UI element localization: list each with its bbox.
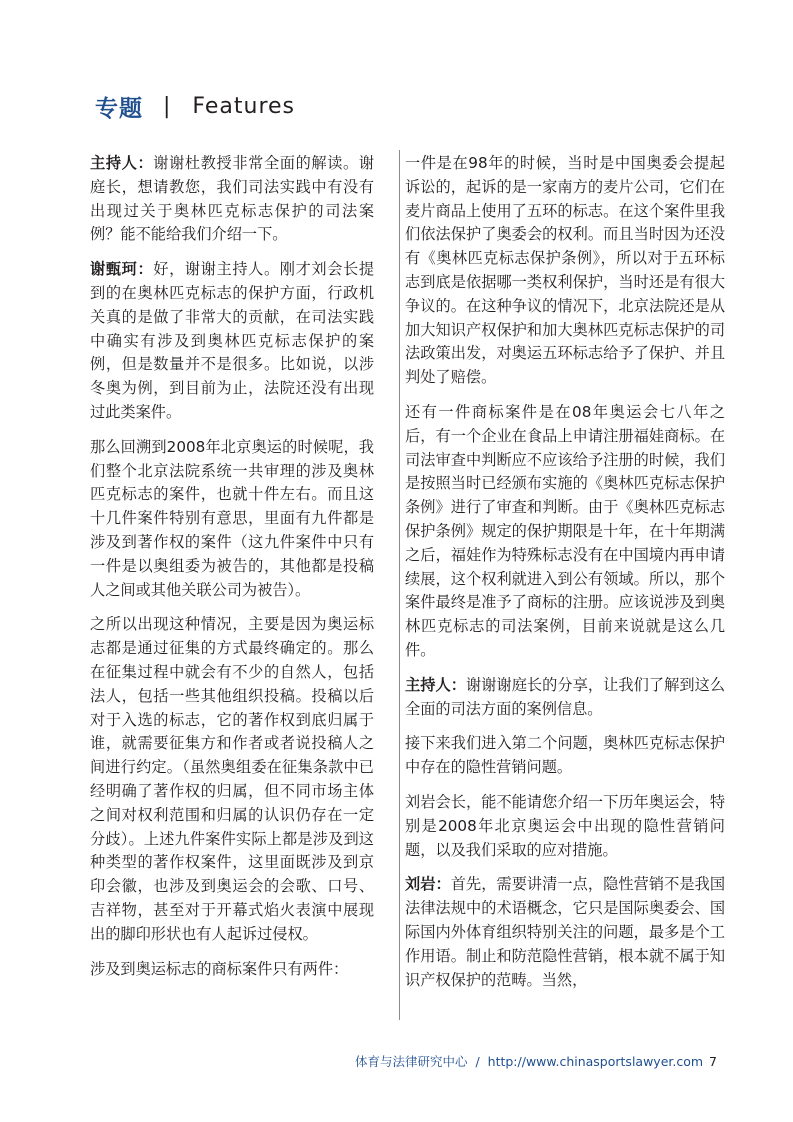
paragraph-text: 刘岩会长，能不能请您介绍一下历年奥运会，特别是2008年北京奥运会中出现的隐性营销问题，以及我们采取的应对措施。 xyxy=(405,792,725,859)
paragraph-text: 谢谢谢庭长的分享，让我们了解到这么全面的司法方面的案例信息。 xyxy=(405,675,726,718)
footer-text: 体育与法律研究中心 / http://www.chinasportslawyer.com xyxy=(355,1054,704,1069)
speaker-label: 主持人： xyxy=(405,675,466,694)
speaker-label: 谢甄珂： xyxy=(90,260,154,279)
paragraph xyxy=(90,613,374,946)
paragraph-text: 好，谢谢主持人。刚才刘会长提到的在奥林匹克标志的保护方面，行政机关真的是做了非常大的贡献，在司法实践中确实有涉及到奥林匹克标志保护的案例，但是数量并不是很多。比如说，以涉冬奥为例，到目前为止，法院还没有出现过此类案件。 xyxy=(90,260,374,421)
paragraph xyxy=(405,674,725,722)
page-header xyxy=(95,86,295,126)
paragraph-text: 还有一件商标案件是在08年奥运会七八年之后，有一个企业在食品上申请注册福娃商标。在司法审查中判断应不应该给予注册的时候，我们是按照当时已经颁布实施的《奥林匹克标志保护条例》进行了审查和判断。由于《奥林匹克标志保护条例》规定的保护期限是十年，在十年期满之后，福娃作为特殊标志没有在中国境内再申请续展，这个权利就进入到公有领域。所以，那个案件最终是准予了商标的注册。应该说涉及到奥林匹克标志的司法案例，目前来说就是这么几件。 xyxy=(405,402,725,659)
section-title-en: Features xyxy=(192,93,296,119)
paragraph-text: 首先，需要讲清一点，隐性营销不是我国法律法规中的术语概念，它只是国际奥委会、国际国内外体育组织特别关注的问题，最多是个工作用语。制止和防范隐性营销，根本就不属于知识产权保护的范畴。当然， xyxy=(405,875,726,989)
paragraph xyxy=(405,401,725,663)
paragraph-text: 接下来我们进入第二个问题，奥林匹克标志保护中存在的隐性营销问题。 xyxy=(405,734,725,777)
paragraph-text: 涉及到奥运标志的商标案件只有两件： xyxy=(90,959,349,978)
paragraph-text: 一件是在98年的时候，当时是中国奥委会提起诉讼的，起诉的是一家南方的麦片公司，它们在麦片商品上使用了五环的标志。在这个案件里我们依法保护了奥委会的权利。而且当时因为还没有《奥林匹克标志保护条例》，所以对于五环标志到底是依据哪一类权利保护，当时还是有很大争议的。在这种争议的情况下，北京法院还是从加大知识产权保护和加大奥林匹克标志保护的司法政策出发，对奥运五环标志给予了保护、并且判处了赔偿。 xyxy=(405,154,725,387)
paragraph-text: 之所以出现这种情况，主要是因为奥运标志都是通过征集的方式最终确定的。那么在征集过程中就会有不少的自然人，包括法人，包括一些其他组织投稿。投稿以后对于入选的标志，它的著作权到底归属于谁，就需要征集方和作者或者说投稿人之间进行约定。（虽然奥组委在征集条款中已经明确了著作权的归属，但不同市场主体之间对权利范围和归属的认识仍存在一定分歧）。上述九件案件实际上都是涉及到这种类型的著作权案件，这里面既涉及到京印会徽，也涉及到奥运会的会歌、口号、吉祥物，甚至对于开幕式焰火表演中展现出的脚印形状也有人起诉过侵权。 xyxy=(90,615,374,943)
speaker-label: 主持人： xyxy=(90,154,154,172)
column-divider xyxy=(399,150,400,1020)
section-title-cn: 专题 xyxy=(95,95,143,122)
paragraph xyxy=(90,152,374,247)
paragraph xyxy=(90,958,374,982)
paragraph xyxy=(405,873,725,992)
paragraph-text: 那么回溯到2008年北京奥运的时候呢，我们整个北京法院系统一共审理的涉及奥林匹克标志的案件，也就十件左右。而且这十几件案件特别有意思，里面有九件都是涉及到著作权的案件（这九件案件中只有一件是以奥组委为被告的，其他都是投稿人之间或其他关联公司为被告）。 xyxy=(90,437,374,599)
left-column xyxy=(90,152,374,992)
right-column xyxy=(405,152,725,1003)
paragraph-text: 谢谢杜教授非常全面的解读。谢庭长，想请教您，我们司法实践中有没有出现过关于奥林匹克标志保护的司法案例？能不能给我们介绍一下。 xyxy=(90,154,374,244)
header-separator: | xyxy=(163,93,171,119)
page-number: 7 xyxy=(709,1054,717,1069)
paragraph xyxy=(405,152,725,390)
paragraph xyxy=(90,258,374,425)
page-footer xyxy=(355,1052,717,1070)
paragraph xyxy=(90,436,374,603)
speaker-label: 刘岩： xyxy=(405,875,451,894)
paragraph xyxy=(405,732,725,780)
paragraph xyxy=(405,791,725,862)
